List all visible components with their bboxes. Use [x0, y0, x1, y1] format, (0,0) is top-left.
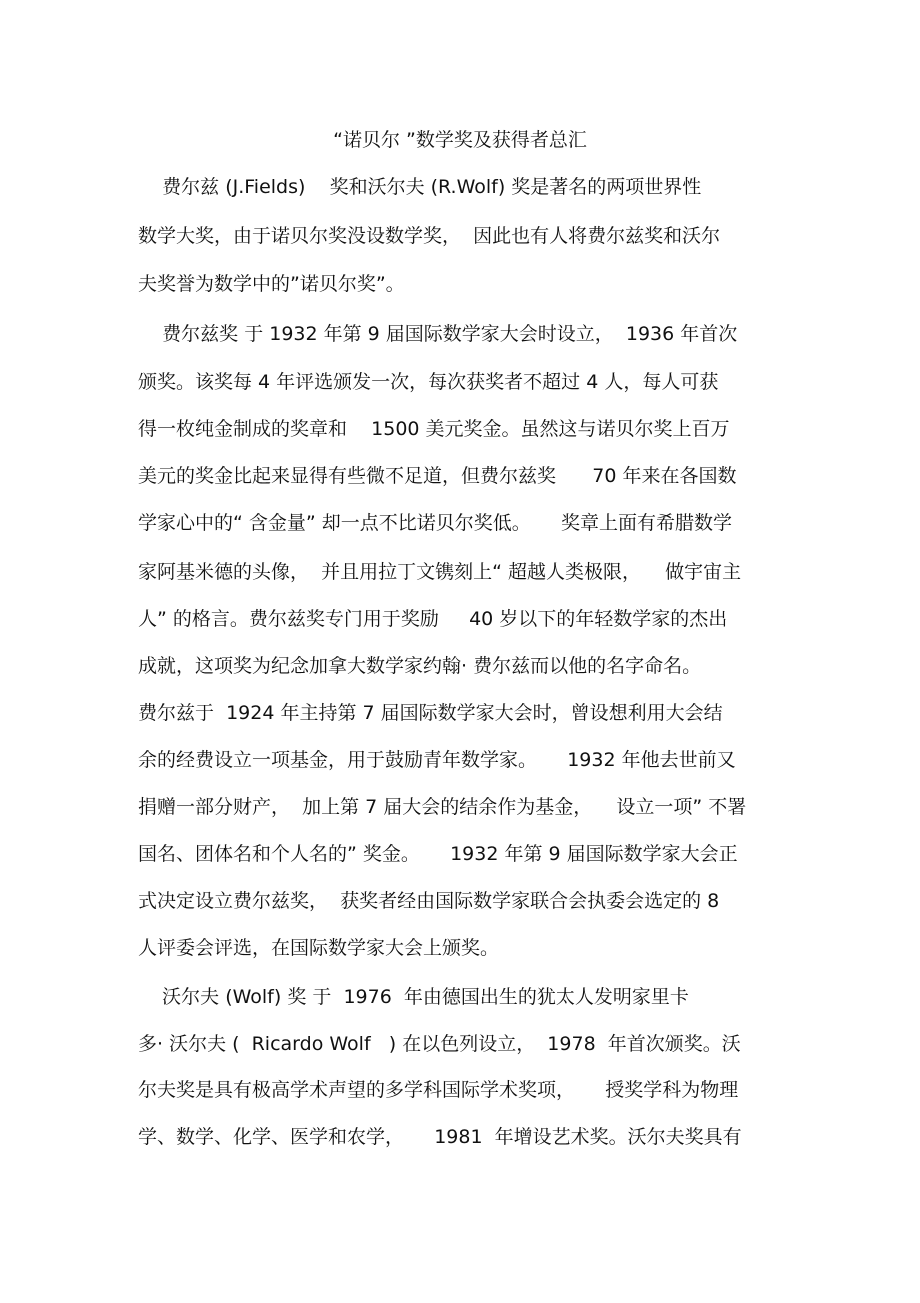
paragraph-line: 成就，这项奖为纪念加拿大数学家约翰· 费尔兹而以他的名字命名。 — [138, 655, 702, 677]
paragraph-line: 费尔兹 (J.Fields) 奖和沃尔夫 (R.Wolf) 奖是著名的两项世界性 — [138, 176, 702, 198]
document-title: “诺贝尔 ”数学奖及获得者总汇 — [333, 129, 587, 151]
paragraph-line: 尔夫奖是具有极高学术声望的多学科国际学术奖项， 授奖学科为物理 — [138, 1079, 739, 1101]
paragraph-line: 美元的奖金比起来显得有些微不足道，但费尔兹奖 70 年来在各国数 — [138, 465, 737, 487]
paragraph-line: 颁奖。该奖每 4 年评选颁发一次，每次获奖者不超过 4 人，每人可获 — [138, 371, 719, 393]
paragraph-line: 多· 沃尔夫 ( Ricardo Wolf ) 在以色列设立， 1978 年首次颁奖。沃 — [138, 1033, 741, 1055]
paragraph-line: 余的经费设立一项基金，用于鼓励青年数学家。 1932 年他去世前又 — [138, 749, 736, 771]
paragraph-line: 学家心中的“ 含金量” 却一点不比诺贝尔奖低。 奖章上面有希腊数学 — [138, 512, 732, 534]
paragraph-line: 捐赠一部分财产， 加上第 7 届大会的结余作为基金， 设立一项” 不署 — [138, 796, 747, 818]
paragraph-line: 式决定设立费尔兹奖， 获奖者经由国际数学家联合会执委会选定的 8 — [138, 890, 720, 912]
paragraph-line: 夫奖誉为数学中的”诺贝尔奖”。 — [138, 273, 405, 295]
paragraph-line: 国名、团体名和个人名的” 奖金。 1932 年第 9 届国际数学家大会正 — [138, 843, 738, 865]
paragraph-line: 费尔兹奖 于 1932 年第 9 届国际数学家大会时设立， 1936 年首次 — [138, 323, 738, 345]
paragraph-line: 沃尔夫 (Wolf) 奖 于 1976 年由德国出生的犹太人发明家里卡 — [138, 986, 689, 1008]
paragraph-line: 费尔兹于 1924 年主持第 7 届国际数学家大会时，曾设想利用大会结 — [138, 702, 723, 724]
paragraph-line: 家阿基米德的头像， 并且用拉丁文镌刻上“ 超越人类极限， 做宇宙主 — [138, 561, 742, 583]
paragraph-line: 得一枚纯金制成的奖章和 1500 美元奖金。虽然这与诺贝尔奖上百万 — [138, 418, 730, 440]
paragraph-line: 数学大奖，由于诺贝尔奖没设数学奖， 因此也有人将费尔兹奖和沃尔 — [138, 225, 721, 247]
paragraph-line: 人” 的格言。费尔兹奖专门用于奖励 40 岁以下的年轻数学家的杰出 — [138, 608, 728, 630]
paragraph-line: 学、数学、化学、医学和农学， 1981 年增设艺术奖。沃尔夫奖具有 — [138, 1126, 742, 1148]
paragraph-line: 人评委会评选，在国际数学家大会上颁奖。 — [138, 937, 500, 959]
